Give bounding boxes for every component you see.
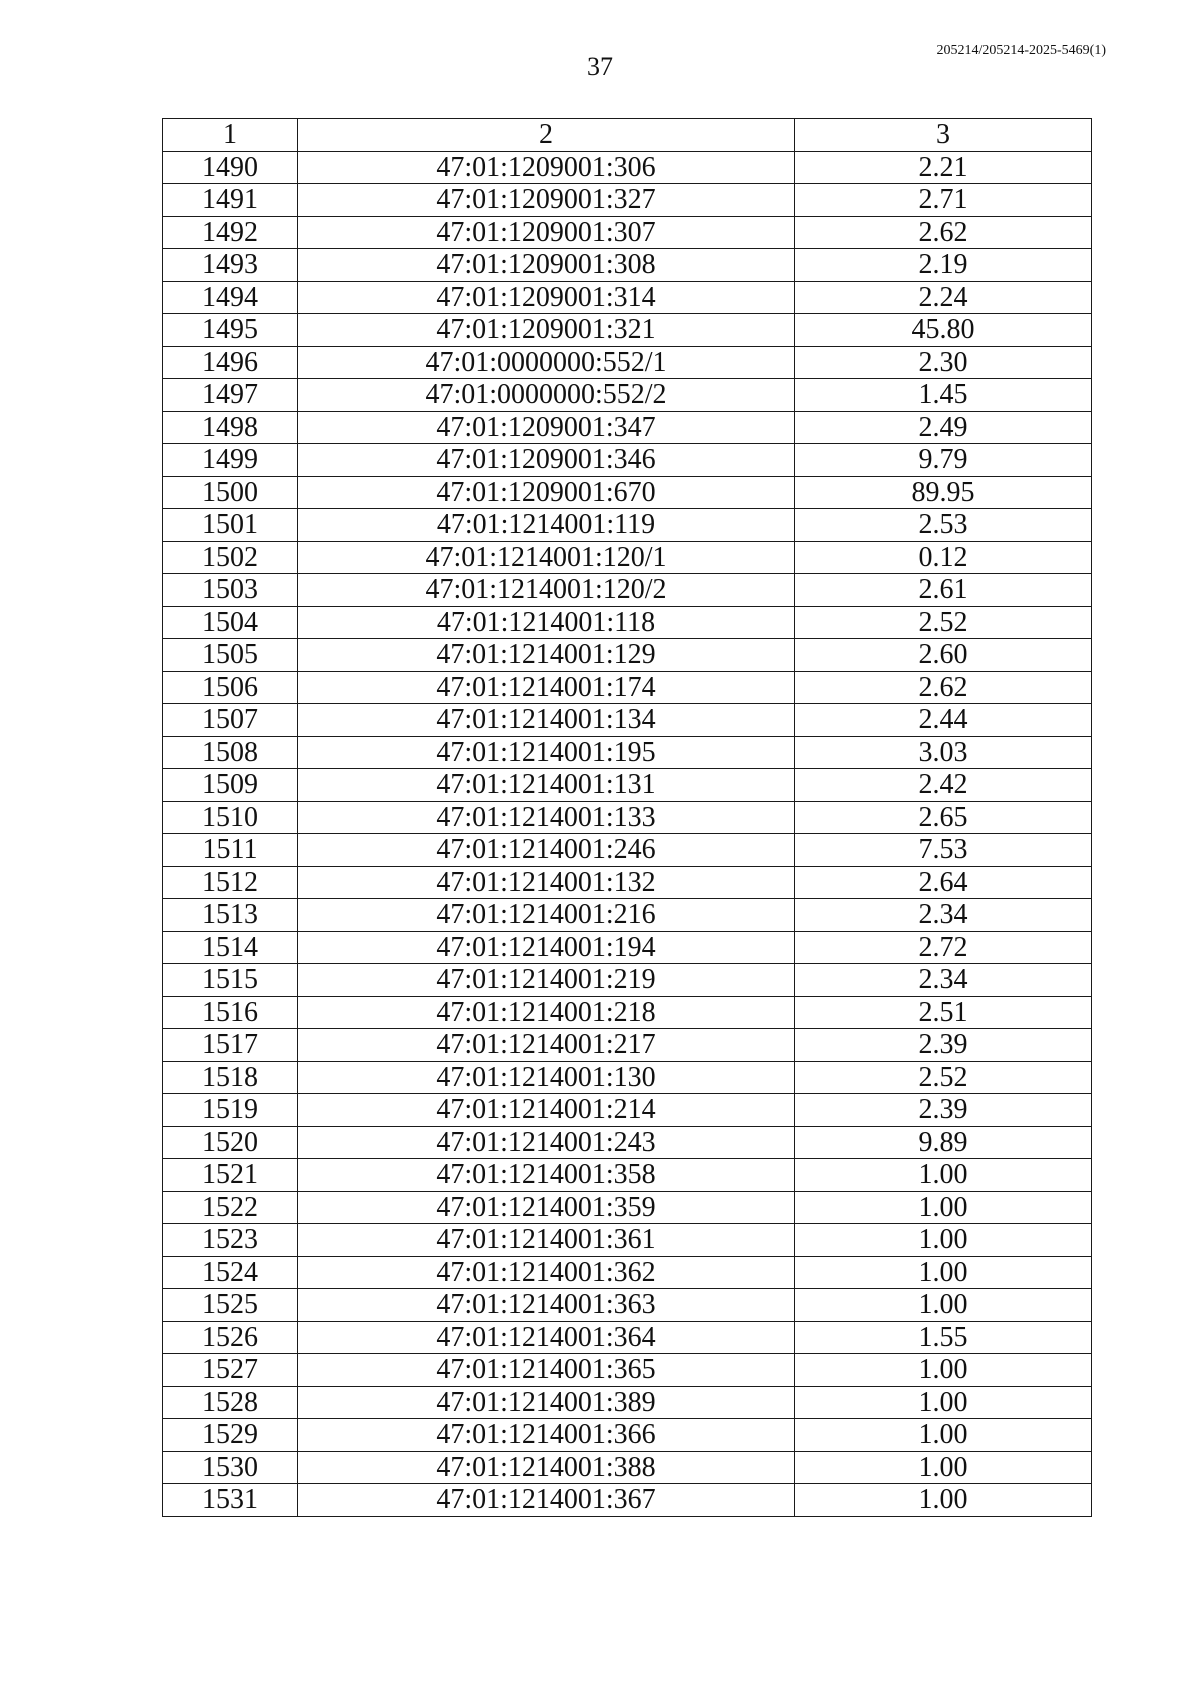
row-number-cell: 1520 (163, 1126, 298, 1159)
row-number-cell: 1528 (163, 1386, 298, 1419)
value-cell: 1.00 (795, 1386, 1092, 1419)
table-row (163, 314, 1092, 347)
table-row (163, 184, 1092, 217)
cadastral-number-cell: 47:01:1214001:133 (298, 801, 795, 834)
table-row (163, 801, 1092, 834)
table-row (163, 866, 1092, 899)
cadastral-number-cell: 47:01:1214001:365 (298, 1354, 795, 1387)
row-number-cell: 1513 (163, 899, 298, 932)
value-cell: 2.52 (795, 1061, 1092, 1094)
value-cell: 2.65 (795, 801, 1092, 834)
row-number-cell: 1504 (163, 606, 298, 639)
table-row (163, 216, 1092, 249)
table-row (163, 281, 1092, 314)
column-header: 2 (298, 119, 795, 152)
value-cell: 1.00 (795, 1451, 1092, 1484)
row-number-cell: 1522 (163, 1191, 298, 1224)
table-row (163, 736, 1092, 769)
cadastral-number-cell: 47:01:1209001:347 (298, 411, 795, 444)
cadastral-number-cell: 47:01:1209001:306 (298, 151, 795, 184)
row-number-cell: 1495 (163, 314, 298, 347)
value-cell: 1.00 (795, 1256, 1092, 1289)
row-number-cell: 1498 (163, 411, 298, 444)
document-code: 205214/205214-2025-5469(1) (936, 43, 1106, 58)
value-cell: 2.51 (795, 996, 1092, 1029)
value-cell: 1.00 (795, 1419, 1092, 1452)
value-cell: 2.44 (795, 704, 1092, 737)
table-row (163, 1419, 1092, 1452)
row-number-cell: 1494 (163, 281, 298, 314)
value-cell: 0.12 (795, 541, 1092, 574)
value-cell: 1.55 (795, 1321, 1092, 1354)
table-row (163, 1126, 1092, 1159)
page-number: 37 (587, 52, 613, 81)
cadastral-number-cell: 47:01:1214001:119 (298, 509, 795, 542)
table-row (163, 1386, 1092, 1419)
table-row (163, 476, 1092, 509)
cadastral-number-cell: 47:01:1209001:308 (298, 249, 795, 282)
row-number-cell: 1509 (163, 769, 298, 802)
row-number-cell: 1505 (163, 639, 298, 672)
cadastral-number-cell: 47:01:1214001:194 (298, 931, 795, 964)
table-row (163, 834, 1092, 867)
row-number-cell: 1529 (163, 1419, 298, 1452)
row-number-cell: 1493 (163, 249, 298, 282)
value-cell: 2.49 (795, 411, 1092, 444)
table-row (163, 1061, 1092, 1094)
cadastral-number-cell: 47:01:1214001:195 (298, 736, 795, 769)
cadastral-number-cell: 47:01:1214001:120/2 (298, 574, 795, 607)
value-cell: 9.89 (795, 1126, 1092, 1159)
cadastral-number-cell: 47:01:1214001:388 (298, 1451, 795, 1484)
value-cell: 2.39 (795, 1029, 1092, 1062)
row-number-cell: 1507 (163, 704, 298, 737)
cadastral-number-cell: 47:01:1214001:217 (298, 1029, 795, 1062)
cadastral-number-cell: 47:01:1209001:321 (298, 314, 795, 347)
table-body (163, 119, 1092, 1517)
cadastral-number-cell: 47:01:1214001:361 (298, 1224, 795, 1257)
cadastral-number-cell: 47:01:1214001:118 (298, 606, 795, 639)
cadastral-number-cell: 47:01:1209001:314 (298, 281, 795, 314)
value-cell: 3.03 (795, 736, 1092, 769)
cadastral-number-cell: 47:01:1214001:362 (298, 1256, 795, 1289)
table-row (163, 1484, 1092, 1517)
row-number-cell: 1512 (163, 866, 298, 899)
row-number-cell: 1497 (163, 379, 298, 412)
cadastral-number-cell: 47:01:1214001:243 (298, 1126, 795, 1159)
cadastral-number-cell: 47:01:1209001:307 (298, 216, 795, 249)
row-number-cell: 1499 (163, 444, 298, 477)
table-row (163, 444, 1092, 477)
row-number-cell: 1523 (163, 1224, 298, 1257)
cadastral-number-cell: 47:01:1214001:359 (298, 1191, 795, 1224)
row-number-cell: 1517 (163, 1029, 298, 1062)
cadastral-number-cell: 47:01:1214001:216 (298, 899, 795, 932)
table-row (163, 639, 1092, 672)
cadastral-number-cell: 47:01:1214001:134 (298, 704, 795, 737)
column-header: 1 (163, 119, 298, 152)
row-number-cell: 1492 (163, 216, 298, 249)
table-header-row (163, 119, 1092, 152)
table-row (163, 1224, 1092, 1257)
cadastral-number-cell: 47:01:0000000:552/1 (298, 346, 795, 379)
row-number-cell: 1531 (163, 1484, 298, 1517)
table-row (163, 671, 1092, 704)
value-cell: 1.00 (795, 1354, 1092, 1387)
row-number-cell: 1525 (163, 1289, 298, 1322)
row-number-cell: 1515 (163, 964, 298, 997)
table-row (163, 346, 1092, 379)
value-cell: 2.42 (795, 769, 1092, 802)
value-cell: 1.00 (795, 1289, 1092, 1322)
row-number-cell: 1500 (163, 476, 298, 509)
row-number-cell: 1510 (163, 801, 298, 834)
value-cell: 2.71 (795, 184, 1092, 217)
value-cell: 45.80 (795, 314, 1092, 347)
cadastral-number-cell: 47:01:1214001:120/1 (298, 541, 795, 574)
value-cell: 1.00 (795, 1484, 1092, 1517)
value-cell: 2.19 (795, 249, 1092, 282)
table-row (163, 509, 1092, 542)
table-row (163, 379, 1092, 412)
table-row (163, 899, 1092, 932)
row-number-cell: 1491 (163, 184, 298, 217)
row-number-cell: 1526 (163, 1321, 298, 1354)
cadastral-number-cell: 47:01:1214001:131 (298, 769, 795, 802)
table-row (163, 704, 1092, 737)
cadastral-number-cell: 47:01:1209001:327 (298, 184, 795, 217)
cadastral-number-cell: 47:01:1209001:670 (298, 476, 795, 509)
row-number-cell: 1527 (163, 1354, 298, 1387)
table-row (163, 1451, 1092, 1484)
row-number-cell: 1502 (163, 541, 298, 574)
table-row (163, 1354, 1092, 1387)
value-cell: 89.95 (795, 476, 1092, 509)
table-row (163, 1289, 1092, 1322)
row-number-cell: 1490 (163, 151, 298, 184)
cadastral-number-cell: 47:01:1214001:214 (298, 1094, 795, 1127)
table-row (163, 1159, 1092, 1192)
table-row (163, 931, 1092, 964)
cadastral-number-cell: 47:01:1214001:363 (298, 1289, 795, 1322)
value-cell: 2.62 (795, 671, 1092, 704)
table-row (163, 151, 1092, 184)
table-row (163, 411, 1092, 444)
row-number-cell: 1530 (163, 1451, 298, 1484)
cadastral-number-cell: 47:01:1214001:130 (298, 1061, 795, 1094)
cadastral-number-cell: 47:01:1214001:218 (298, 996, 795, 1029)
value-cell: 2.61 (795, 574, 1092, 607)
value-cell: 2.34 (795, 899, 1092, 932)
value-cell: 7.53 (795, 834, 1092, 867)
row-number-cell: 1511 (163, 834, 298, 867)
data-table (162, 118, 1092, 1517)
row-number-cell: 1501 (163, 509, 298, 542)
row-number-cell: 1518 (163, 1061, 298, 1094)
column-header: 3 (795, 119, 1092, 152)
row-number-cell: 1524 (163, 1256, 298, 1289)
cadastral-number-cell: 47:01:1214001:129 (298, 639, 795, 672)
cadastral-number-cell: 47:01:1214001:358 (298, 1159, 795, 1192)
row-number-cell: 1514 (163, 931, 298, 964)
row-number-cell: 1519 (163, 1094, 298, 1127)
cadastral-number-cell: 47:01:0000000:552/2 (298, 379, 795, 412)
cadastral-number-cell: 47:01:1214001:364 (298, 1321, 795, 1354)
value-cell: 2.62 (795, 216, 1092, 249)
table-row (163, 1029, 1092, 1062)
cadastral-number-cell: 47:01:1214001:366 (298, 1419, 795, 1452)
value-cell: 1.00 (795, 1224, 1092, 1257)
cadastral-number-cell: 47:01:1214001:367 (298, 1484, 795, 1517)
value-cell: 2.34 (795, 964, 1092, 997)
row-number-cell: 1496 (163, 346, 298, 379)
value-cell: 2.39 (795, 1094, 1092, 1127)
table-row (163, 541, 1092, 574)
value-cell: 2.30 (795, 346, 1092, 379)
cadastral-number-cell: 47:01:1214001:246 (298, 834, 795, 867)
value-cell: 2.64 (795, 866, 1092, 899)
cadastral-number-cell: 47:01:1214001:219 (298, 964, 795, 997)
value-cell: 2.21 (795, 151, 1092, 184)
value-cell: 9.79 (795, 444, 1092, 477)
cadastral-number-cell: 47:01:1209001:346 (298, 444, 795, 477)
value-cell: 1.00 (795, 1191, 1092, 1224)
row-number-cell: 1508 (163, 736, 298, 769)
cadastral-number-cell: 47:01:1214001:389 (298, 1386, 795, 1419)
value-cell: 1.00 (795, 1159, 1092, 1192)
table-row (163, 1321, 1092, 1354)
table-row (163, 249, 1092, 282)
row-number-cell: 1506 (163, 671, 298, 704)
table-row (163, 1191, 1092, 1224)
value-cell: 2.52 (795, 606, 1092, 639)
table-row (163, 1256, 1092, 1289)
table-row (163, 574, 1092, 607)
cadastral-number-cell: 47:01:1214001:132 (298, 866, 795, 899)
table-row (163, 769, 1092, 802)
table-row (163, 996, 1092, 1029)
table-row (163, 606, 1092, 639)
table-row (163, 1094, 1092, 1127)
value-cell: 2.24 (795, 281, 1092, 314)
row-number-cell: 1516 (163, 996, 298, 1029)
row-number-cell: 1521 (163, 1159, 298, 1192)
cadastral-number-cell: 47:01:1214001:174 (298, 671, 795, 704)
row-number-cell: 1503 (163, 574, 298, 607)
table-row (163, 964, 1092, 997)
value-cell: 2.53 (795, 509, 1092, 542)
value-cell: 2.60 (795, 639, 1092, 672)
value-cell: 1.45 (795, 379, 1092, 412)
value-cell: 2.72 (795, 931, 1092, 964)
